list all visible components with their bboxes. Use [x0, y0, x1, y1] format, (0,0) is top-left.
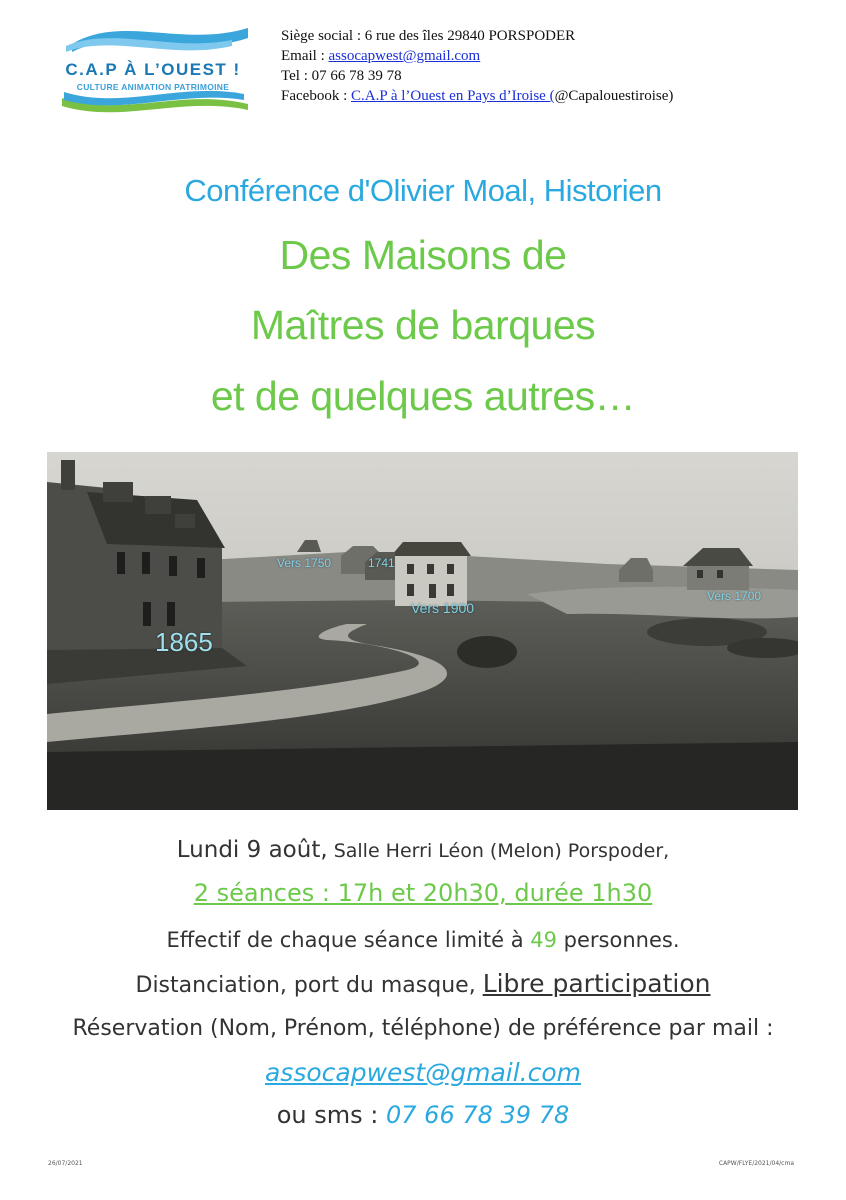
sessions-line: 2 séances : 17h et 20h30, durée 1h30: [193, 879, 653, 907]
facebook-link[interactable]: C.A.P à l’Ouest en Pays d’Iroise (: [350, 88, 555, 104]
title-line-2: Maîtres de barques: [250, 302, 596, 348]
email-link[interactable]: assocapwest@gmail.com: [328, 48, 481, 64]
logo-title: C.A.P À L’OUEST !: [65, 60, 241, 79]
footer-reference: CAPW/FLYE/2021/04/cma: [718, 1160, 794, 1167]
title-line-1: Des Maisons de: [279, 232, 567, 278]
reservation-line: Réservation (Nom, Prénom, téléphone) de préférence par mail :: [72, 1016, 774, 1041]
annotation-1741: 1741: [368, 556, 395, 570]
facebook-label: Facebook :: [281, 88, 351, 104]
reservation-email-link[interactable]: assocapwest@gmail.com: [264, 1058, 582, 1087]
annotation-1865: 1865: [155, 627, 213, 657]
rules-line: [0, 969, 846, 998]
capacity-number: 49: [530, 928, 557, 952]
annotation-vers-1750: Vers 1750: [277, 556, 332, 570]
rules-text: Distanciation, port du masque,: [135, 973, 483, 998]
annotation-vers-1700: Vers 1700: [707, 589, 762, 603]
contact-block: [281, 26, 821, 106]
association-logo: [52, 18, 252, 118]
annotation-vers-1900: Vers 1900: [411, 600, 475, 616]
date-venue-line: [0, 837, 846, 863]
sms-number: 07 66 78 39 78: [386, 1101, 570, 1129]
historic-village-photo: [47, 452, 798, 810]
logo-subtitle: CULTURE ANIMATION PATRIMOINE: [76, 82, 230, 92]
head-office-address: Siège social : 6 rue des îles 29840 PORSPODER: [281, 28, 576, 44]
phone-line: Tel : 07 66 78 39 78: [281, 68, 402, 84]
facebook-line: [281, 86, 821, 106]
footer-date: 26/07/2021: [48, 1160, 83, 1167]
title-line-3: et de quelques autres…: [210, 373, 636, 419]
capacity-suffix: personnes.: [556, 928, 680, 952]
email-label: Email :: [281, 48, 329, 64]
facebook-handle: @Capalouestiroise): [554, 88, 674, 104]
free-participation: Libre participation: [482, 969, 711, 998]
email-line: [281, 46, 821, 66]
sms-prefix: ou sms :: [276, 1101, 387, 1129]
capacity-prefix: Effectif de chaque séance limité à: [166, 928, 531, 952]
event-date: Lundi 9 août,: [176, 837, 328, 863]
capacity-line: [0, 928, 846, 952]
sms-line: [0, 1101, 846, 1129]
speaker-line: Conférence d'Olivier Moal, Historien: [184, 173, 662, 208]
event-venue: Salle Herri Léon (Melon) Porspoder,: [327, 840, 670, 862]
